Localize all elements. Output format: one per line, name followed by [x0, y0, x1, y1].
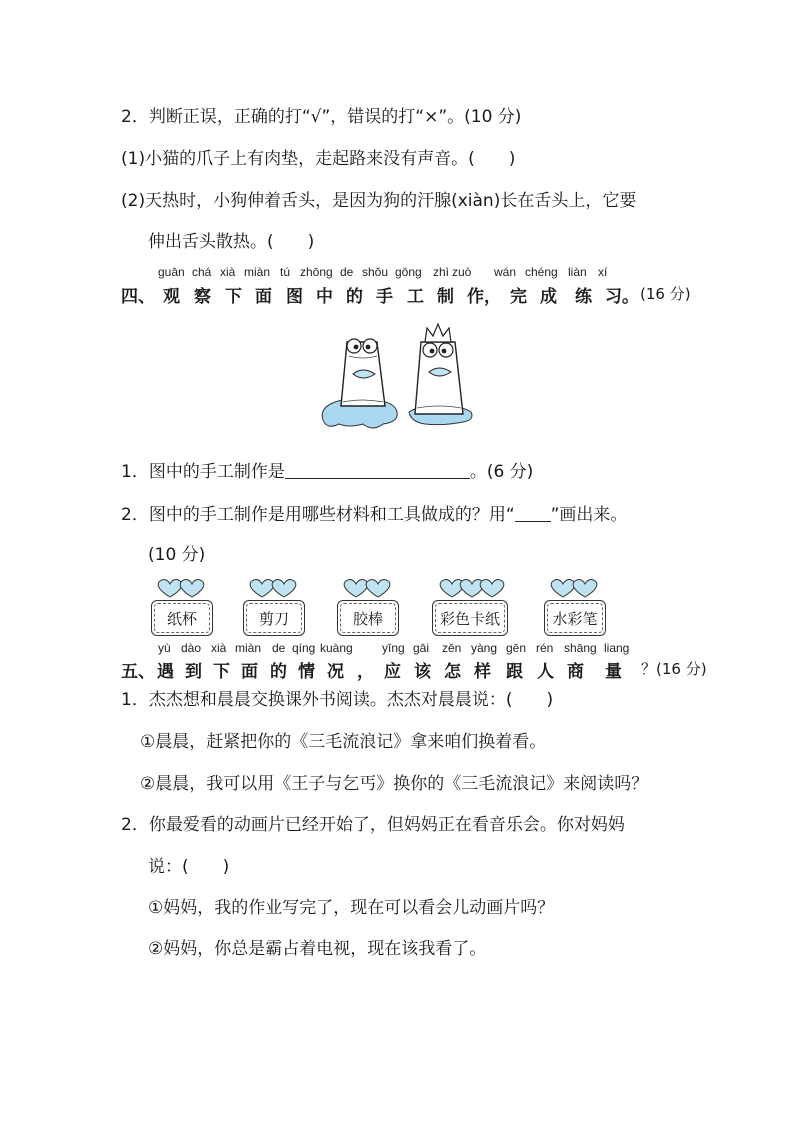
heading-char: 的 — [270, 662, 287, 682]
pinyin: shāng — [564, 641, 597, 655]
pinyin: zhì — [433, 265, 450, 279]
hearts-decoration-icon — [436, 578, 508, 598]
pinyin: gēn — [506, 641, 527, 655]
answer-blank[interactable] — [285, 462, 470, 479]
option-box — [544, 600, 606, 636]
option-label: 彩色卡纸 — [435, 603, 505, 633]
hearts-decoration-icon — [547, 578, 603, 598]
pinyin: shǒu — [362, 265, 389, 279]
q5-1-option-2: ②晨晨，我可以用《王子与乞丐》换你的《三毛流浪记》来阅读吗？ — [140, 774, 649, 794]
pinyin: zuò — [452, 265, 472, 279]
heading-char: 面 — [255, 287, 272, 307]
q5-2-option-2: ②妈妈，你总是霸占着电视，现在该我看了。 — [148, 939, 487, 959]
pinyin: liàn — [568, 265, 587, 279]
q5-2-stem-line2: 说：( ) — [148, 857, 230, 877]
heading-char: 应 — [384, 662, 401, 682]
heading-char: 怎 — [444, 662, 461, 682]
heading-char: 察 — [194, 287, 211, 307]
section5-score: ？(16 分) — [641, 660, 707, 678]
heading-char: 况 — [327, 662, 344, 682]
q5-2-stem-line1: 2．你最爱看的动画片已经开始了，但妈妈正在看音乐会。你对妈妈 — [121, 815, 625, 835]
heading-char: ， — [357, 662, 374, 682]
option-colored-cardstock[interactable] — [432, 578, 498, 636]
option-glue-stick[interactable] — [337, 578, 403, 636]
heading-char: 完 — [510, 287, 527, 307]
pinyin: xí — [598, 265, 608, 279]
q3-2-item2-line1: (2)天热时，小狗伸着舌头，是因为狗的汗腺(xiàn)长在舌头上，它要 — [121, 191, 637, 211]
heading-char: 观 — [163, 287, 180, 307]
q3-2-item2-line2: 伸出舌头散热。( ) — [148, 232, 315, 252]
pinyin: xià — [220, 265, 236, 279]
option-label: 水彩笔 — [547, 603, 603, 633]
pinyin: qíng — [292, 641, 316, 655]
heading-char: 作， — [467, 287, 501, 307]
pinyin: gāi — [413, 641, 430, 655]
option-box — [151, 600, 213, 636]
pinyin: zěn — [442, 641, 462, 655]
q5-2-option-1: ①妈妈，我的作业写完了，现在可以看会儿动画片吗？ — [148, 898, 555, 918]
pinyin: chá — [192, 265, 212, 279]
q4-1-text: 1．图中的手工制作是 — [121, 462, 285, 482]
option-label: 剪刀 — [246, 603, 302, 633]
pinyin: zhōng — [300, 265, 333, 279]
q4-2-score: (10 分) — [148, 545, 206, 565]
heading-char: 面 — [241, 662, 258, 682]
option-label: 胶棒 — [340, 603, 396, 633]
heading-char: 遇 — [157, 662, 174, 682]
heading-char: 四、 — [121, 287, 155, 307]
pinyin: wán — [494, 265, 517, 279]
pinyin: tú — [280, 265, 291, 279]
underline-sample — [515, 505, 551, 522]
hearts-decoration-icon — [154, 578, 210, 598]
q4-1-score: 。(6 分) — [469, 462, 534, 482]
hearts-decoration-icon — [246, 578, 302, 598]
heading-char: 样 — [474, 662, 491, 682]
option-box — [243, 600, 305, 636]
pinyin: xià — [211, 641, 227, 655]
heading-char: 到 — [185, 662, 202, 682]
pinyin: rén — [536, 641, 554, 655]
heading-char: 中 — [316, 287, 333, 307]
heading-char: 商 — [567, 662, 584, 682]
q4-2-text-end: ”画出来。 — [550, 505, 628, 525]
pinyin: de — [272, 641, 286, 655]
hearts-decoration-icon — [340, 578, 396, 598]
pinyin: liang — [604, 641, 630, 655]
option-box — [337, 600, 399, 636]
option-scissors[interactable] — [243, 578, 309, 636]
heading-char: 练 — [575, 287, 592, 307]
option-watercolor-pen[interactable] — [544, 578, 610, 636]
heading-char: 下 — [213, 662, 230, 682]
heading-char: 下 — [225, 287, 242, 307]
q4-2 — [121, 505, 627, 525]
pinyin: miàn — [244, 265, 271, 279]
pinyin: kuàng — [320, 641, 353, 655]
q5-1-stem: 1．杰杰想和晨晨交换课外书阅读。杰杰对晨晨说：( ) — [121, 690, 554, 710]
q5-1-option-1: ①晨晨，赶紧把你的《三毛流浪记》拿来咱们换着看。 — [140, 732, 547, 752]
heading-char: 成 — [540, 287, 557, 307]
q3-2-item1: (1)小猫的爪子上有肉垫，走起路来没有声音。( ) — [121, 149, 516, 169]
pinyin: chéng — [525, 265, 558, 279]
option-label: 纸杯 — [154, 603, 210, 633]
heading-char: 跟 — [506, 662, 523, 682]
heading-char: 工 — [407, 287, 424, 307]
heading-char: 五、 — [121, 662, 155, 682]
option-paper-cup[interactable] — [151, 578, 217, 636]
pinyin: miàn — [235, 641, 262, 655]
heading-char: 图 — [286, 287, 303, 307]
q3-2-stem: 2．判断正误，正确的打“√”，错误的打“×”。(10 分) — [121, 107, 522, 127]
heading-char: 情 — [298, 662, 315, 682]
pinyin: yù — [158, 641, 171, 655]
heading-char: 该 — [414, 662, 431, 682]
pinyin: de — [340, 265, 354, 279]
pinyin: gōng — [395, 265, 422, 279]
heading-char: 手 — [376, 287, 393, 307]
heading-char: 的 — [346, 287, 363, 307]
q4-2-text: 2．图中的手工制作是用哪些材料和工具做成的？用“ — [121, 505, 515, 525]
pinyin: guān — [158, 265, 185, 279]
section4-score: (16 分) — [640, 285, 691, 303]
heading-char: 习。 — [605, 287, 639, 307]
pinyin: yīng — [382, 641, 405, 655]
paper-cup-puppets-illustration — [313, 316, 493, 436]
pinyin: yàng — [471, 641, 498, 655]
heading-char: 制 — [437, 287, 454, 307]
option-box — [432, 600, 508, 636]
heading-char: 量 — [605, 662, 622, 682]
pinyin: dào — [181, 641, 202, 655]
q4-1 — [121, 462, 533, 482]
heading-char: 人 — [537, 662, 554, 682]
